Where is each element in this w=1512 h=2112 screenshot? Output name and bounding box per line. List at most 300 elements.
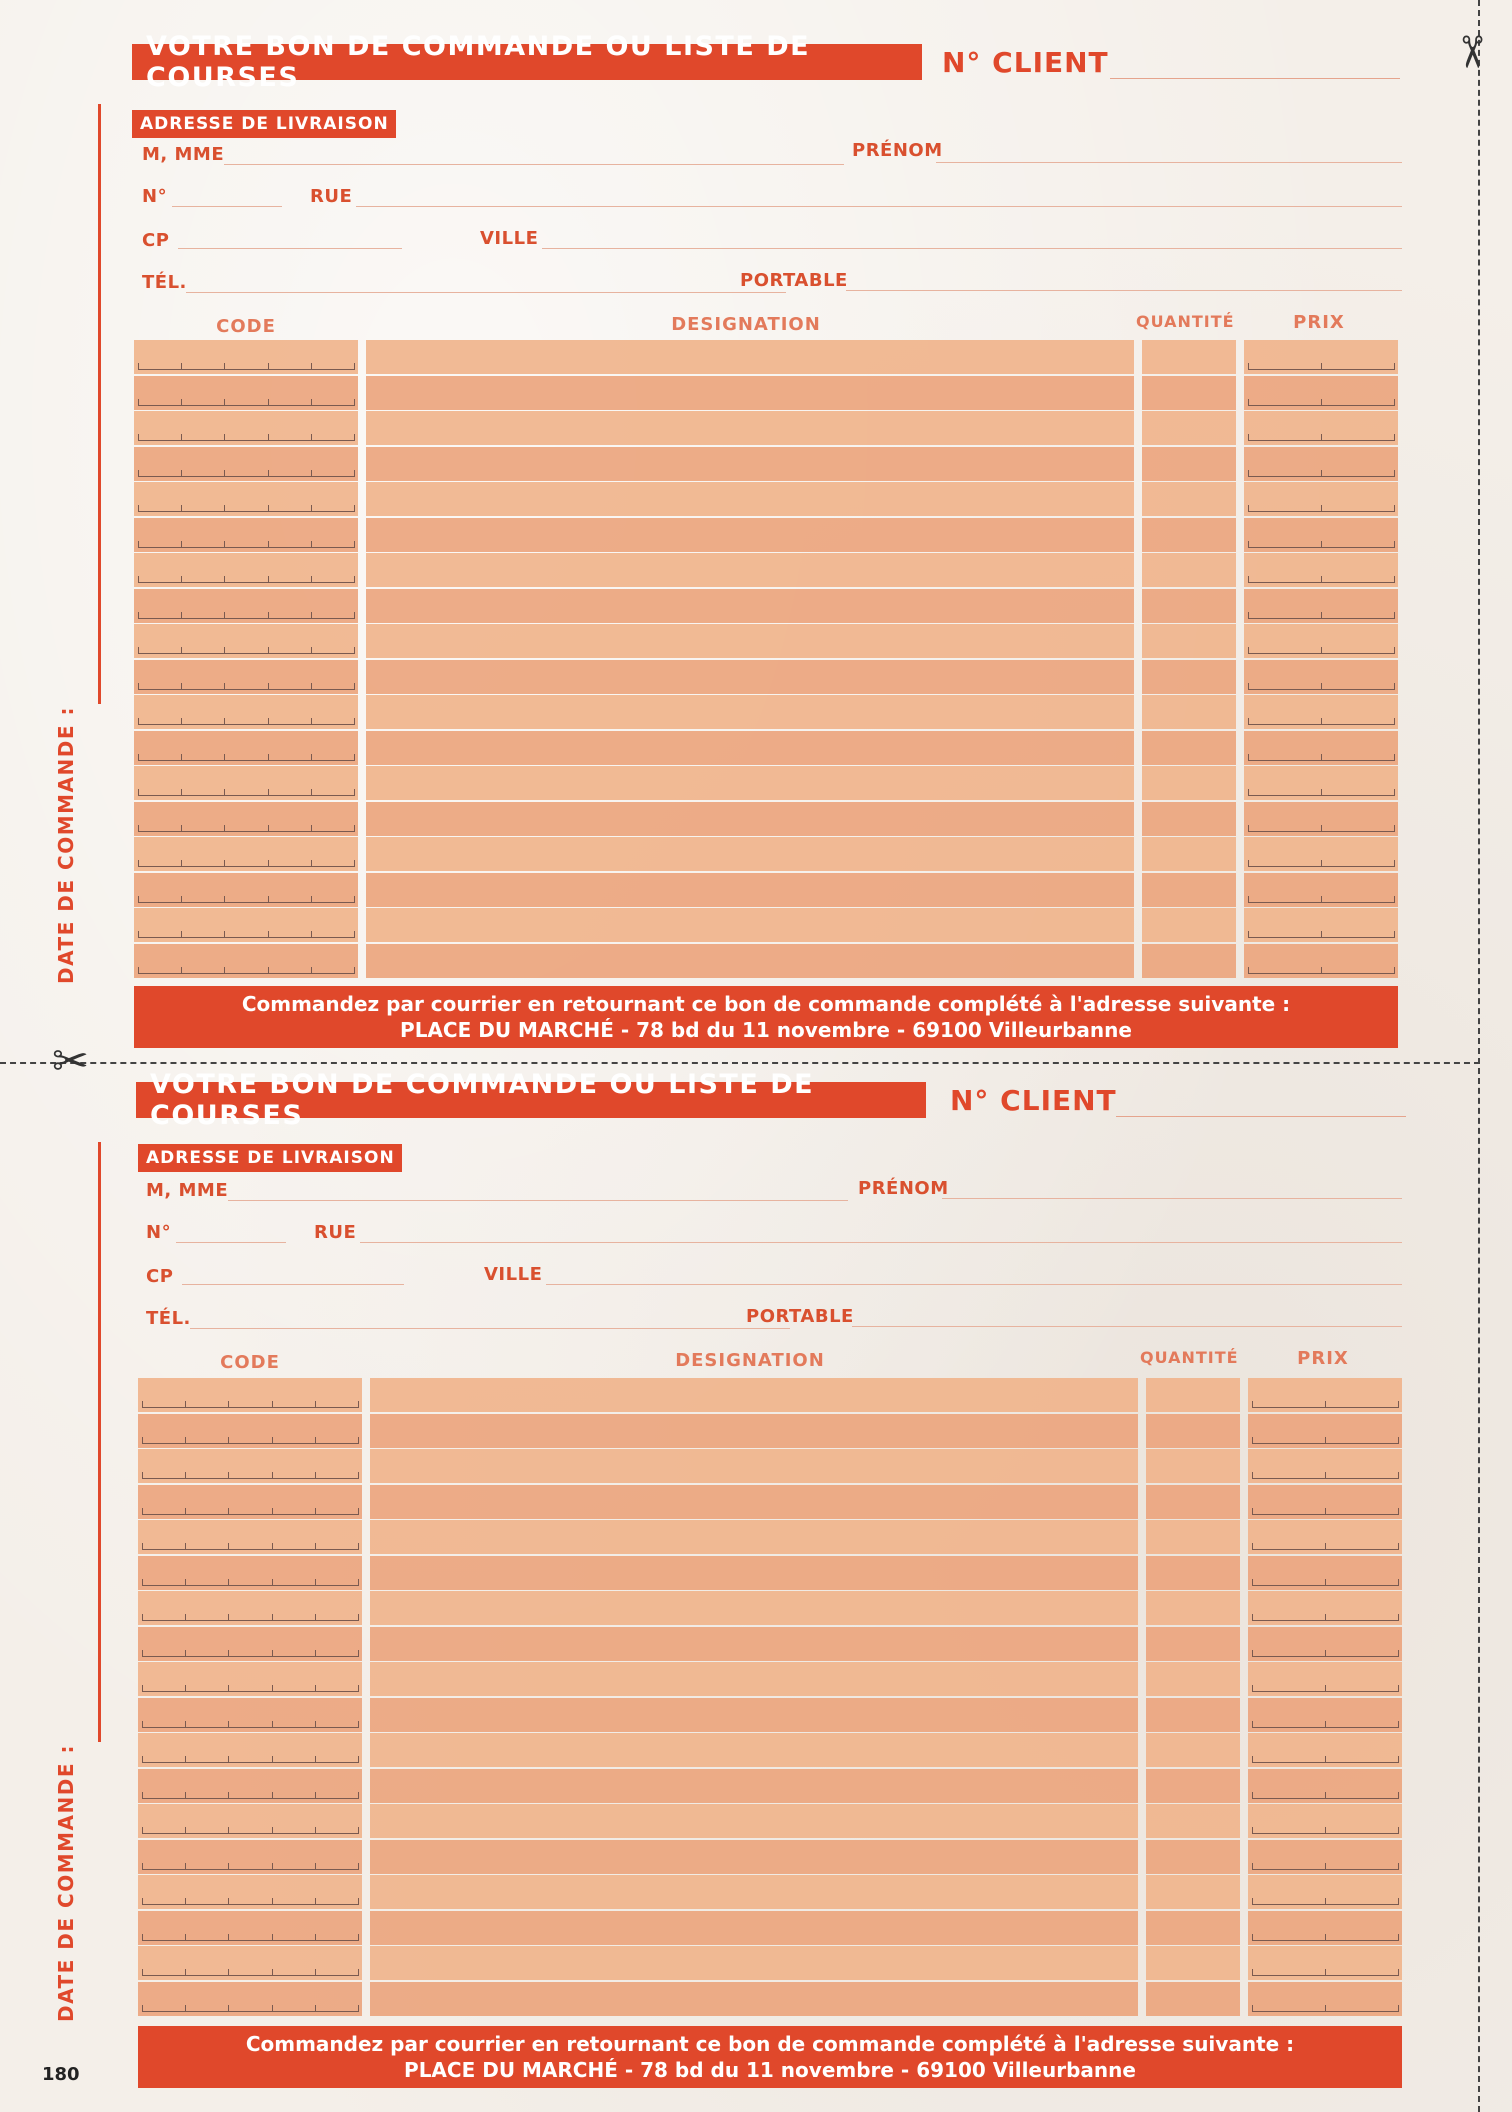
footer-banner — [134, 986, 1398, 1048]
code-tick-guide — [134, 802, 358, 836]
code-tick-guide — [138, 1911, 362, 1945]
vertical-cut-line — [1478, 0, 1480, 2112]
tick-mark — [354, 541, 355, 548]
client-number-field[interactable] — [1110, 78, 1400, 79]
tick-mark — [224, 434, 225, 441]
tick-mark — [354, 612, 355, 619]
tick-mark — [311, 896, 312, 903]
table-cell[interactable] — [1146, 1769, 1240, 1803]
table-cell[interactable] — [370, 1449, 1138, 1483]
phone-field[interactable] — [190, 1328, 790, 1329]
tick-mark — [1252, 1827, 1253, 1834]
price-tick-guide — [1244, 340, 1398, 374]
tick-mark — [224, 576, 225, 583]
table-cell[interactable] — [366, 873, 1134, 907]
footer-banner — [138, 2026, 1402, 2088]
tick-mark — [185, 1756, 186, 1763]
tick-mark — [185, 1792, 186, 1799]
tick-mark — [138, 718, 139, 725]
code-tick-guide — [134, 447, 358, 481]
code-tick-guide — [138, 1946, 362, 1980]
price-tick-guide — [1248, 1591, 1402, 1625]
table-cell[interactable] — [370, 1875, 1138, 1909]
price-tick-guide — [1244, 660, 1398, 694]
tick-mark — [1248, 718, 1249, 725]
table-cell[interactable] — [370, 1520, 1138, 1554]
tick-mark — [1394, 505, 1395, 512]
tick-baseline — [138, 689, 354, 690]
tick-mark — [1394, 718, 1395, 725]
tick-mark — [354, 967, 355, 974]
tick-mark — [1398, 1756, 1399, 1763]
table-cell[interactable] — [370, 1733, 1138, 1767]
tick-mark — [228, 1614, 229, 1621]
phone-label: TÉL. — [146, 1308, 191, 1329]
tick-mark — [138, 825, 139, 832]
date-bar — [98, 1142, 101, 1742]
table-cell[interactable] — [366, 340, 1134, 374]
tick-mark — [181, 967, 182, 974]
mobile-field[interactable] — [846, 290, 1402, 291]
tick-mark — [354, 505, 355, 512]
price-tick-guide — [1248, 1769, 1402, 1803]
order-date-label: DATE DE COMMANDE : — [54, 706, 78, 984]
tick-mark — [268, 718, 269, 725]
tick-mark — [224, 612, 225, 619]
table-cell[interactable] — [366, 376, 1134, 410]
table-cell[interactable] — [370, 1556, 1138, 1590]
client-number-label: N° CLIENT — [942, 45, 1109, 79]
tick-mark — [1325, 1934, 1326, 1941]
first-name-field[interactable] — [942, 1198, 1402, 1199]
tick-mark — [142, 1685, 143, 1692]
tick-mark — [311, 825, 312, 832]
tick-mark — [1325, 1437, 1326, 1444]
table-cell[interactable] — [1146, 1591, 1240, 1625]
tick-mark — [138, 470, 139, 477]
table-cell[interactable] — [370, 1946, 1138, 1980]
tick-mark — [228, 1650, 229, 1657]
street-field[interactable] — [360, 1242, 1402, 1243]
footer-address: PLACE DU MARCHÉ - 78 bd du 11 novembre - 69100 Villeurbanne — [400, 1018, 1132, 1042]
city-field[interactable] — [542, 248, 1402, 249]
tick-mark — [1325, 1614, 1326, 1621]
price-tick-guide — [1248, 1946, 1402, 1980]
street-field[interactable] — [356, 206, 1402, 207]
table-cell[interactable] — [1142, 766, 1236, 800]
tick-mark — [1325, 1650, 1326, 1657]
tick-mark — [181, 896, 182, 903]
tick-mark — [181, 434, 182, 441]
postcode-field[interactable] — [182, 1284, 404, 1285]
scissors-icon: ✂ — [52, 1036, 89, 1087]
tick-mark — [1394, 434, 1395, 441]
tick-mark — [142, 1472, 143, 1479]
table-cell[interactable] — [1146, 1982, 1240, 2016]
table-cell[interactable] — [366, 695, 1134, 729]
tick-mark — [1252, 1508, 1253, 1515]
tick-mark — [272, 1863, 273, 1870]
table-cell[interactable] — [370, 1378, 1138, 1412]
tick-mark — [358, 2005, 359, 2012]
table-cell[interactable] — [1146, 1627, 1240, 1661]
tick-mark — [181, 683, 182, 690]
table-cell[interactable] — [1146, 1449, 1240, 1483]
tick-mark — [1252, 1756, 1253, 1763]
tick-baseline — [138, 582, 354, 583]
tick-mark — [228, 1543, 229, 1550]
tick-mark — [1321, 541, 1322, 548]
price-tick-guide — [1248, 1840, 1402, 1874]
code-tick-guide — [138, 1556, 362, 1590]
tick-mark — [315, 2005, 316, 2012]
table-cell[interactable] — [366, 731, 1134, 765]
tick-mark — [1321, 718, 1322, 725]
order-table — [138, 1378, 1402, 2018]
tick-mark — [272, 1508, 273, 1515]
table-cell[interactable] — [1142, 376, 1236, 410]
table-cell[interactable] — [370, 1804, 1138, 1838]
table-cell[interactable] — [366, 660, 1134, 694]
table-cell[interactable] — [1142, 802, 1236, 836]
delivery-address-header: ADRESSE DE LIVRAISON — [138, 1144, 402, 1172]
tick-mark — [185, 1579, 186, 1586]
tick-mark — [142, 1863, 143, 1870]
table-cell[interactable] — [370, 1627, 1138, 1661]
tick-mark — [1325, 1472, 1326, 1479]
tick-mark — [1321, 825, 1322, 832]
tick-mark — [268, 647, 269, 654]
city-field[interactable] — [546, 1284, 1402, 1285]
footer-instructions: Commandez par courrier en retournant ce bon de commande complété à l'adresse suivante : — [241, 992, 1291, 1016]
tick-mark — [358, 1898, 359, 1905]
tick-mark — [311, 718, 312, 725]
tick-mark — [1321, 470, 1322, 477]
code-tick-guide — [138, 1804, 362, 1838]
price-tick-guide — [1244, 518, 1398, 552]
tick-mark — [311, 470, 312, 477]
price-tick-guide — [1244, 766, 1398, 800]
tick-mark — [228, 1579, 229, 1586]
table-cell[interactable] — [366, 802, 1134, 836]
table-cell[interactable] — [1142, 837, 1236, 871]
tick-mark — [268, 860, 269, 867]
street-number-field[interactable] — [172, 206, 282, 207]
price-tick-guide — [1248, 1378, 1402, 1412]
table-cell[interactable] — [1146, 1520, 1240, 1554]
table-cell[interactable] — [370, 1414, 1138, 1448]
tick-mark — [358, 1650, 359, 1657]
tick-mark — [1321, 789, 1322, 796]
tick-mark — [268, 470, 269, 477]
tick-mark — [181, 931, 182, 938]
tick-mark — [1325, 1685, 1326, 1692]
table-cell[interactable] — [366, 482, 1134, 516]
tick-mark — [228, 1437, 229, 1444]
tick-mark — [185, 2005, 186, 2012]
tick-mark — [311, 931, 312, 938]
price-tick-guide — [1248, 1911, 1402, 1945]
civility-field[interactable] — [228, 1200, 848, 1201]
tick-mark — [224, 825, 225, 832]
tick-mark — [358, 1579, 359, 1586]
table-cell[interactable] — [1142, 447, 1236, 481]
tick-mark — [181, 860, 182, 867]
table-cell[interactable] — [1146, 1804, 1240, 1838]
tick-mark — [224, 860, 225, 867]
code-tick-guide — [134, 411, 358, 445]
tick-baseline — [138, 724, 354, 725]
code-tick-guide — [138, 1769, 362, 1803]
tick-mark — [138, 541, 139, 548]
table-cell[interactable] — [1146, 1485, 1240, 1519]
tick-mark — [358, 1969, 359, 1976]
tick-mark — [224, 967, 225, 974]
table-cell[interactable] — [370, 1662, 1138, 1696]
tick-mark — [1248, 541, 1249, 548]
tick-mark — [354, 363, 355, 370]
first-name-field[interactable] — [936, 162, 1402, 163]
tick-mark — [1248, 967, 1249, 974]
tick-baseline — [138, 902, 354, 903]
tick-mark — [1248, 576, 1249, 583]
tick-mark — [228, 2005, 229, 2012]
tick-mark — [358, 1472, 359, 1479]
tick-mark — [138, 434, 139, 441]
tick-mark — [358, 1863, 359, 1870]
table-cell[interactable] — [1142, 908, 1236, 942]
table-cell[interactable] — [366, 447, 1134, 481]
tick-mark — [311, 612, 312, 619]
tick-mark — [311, 860, 312, 867]
tick-mark — [185, 1437, 186, 1444]
code-tick-guide — [134, 766, 358, 800]
table-cell[interactable] — [1142, 731, 1236, 765]
tick-baseline — [142, 1727, 358, 1728]
tick-mark — [354, 860, 355, 867]
table-cell[interactable] — [1146, 1733, 1240, 1767]
form-title: VOTRE BON DE COMMANDE OU LISTE DE COURSES — [136, 1082, 926, 1118]
tick-mark — [138, 931, 139, 938]
tick-mark — [268, 363, 269, 370]
tick-mark — [311, 683, 312, 690]
tick-mark — [1398, 1543, 1399, 1550]
tick-mark — [185, 1721, 186, 1728]
phone-field[interactable] — [186, 292, 786, 293]
tick-mark — [1398, 1437, 1399, 1444]
table-cell[interactable] — [1146, 1414, 1240, 1448]
mobile-label: PORTABLE — [740, 270, 848, 291]
table-cell[interactable] — [1142, 411, 1236, 445]
table-cell[interactable] — [366, 518, 1134, 552]
tick-mark — [1325, 1792, 1326, 1799]
tick-mark — [1321, 860, 1322, 867]
tick-mark — [358, 1721, 359, 1728]
table-cell[interactable] — [366, 837, 1134, 871]
price-tick-guide — [1244, 447, 1398, 481]
tick-mark — [1325, 2005, 1326, 2012]
tick-mark — [1252, 1898, 1253, 1905]
tick-mark — [1398, 1401, 1399, 1408]
civility-field[interactable] — [224, 164, 844, 165]
postcode-field[interactable] — [178, 248, 402, 249]
tick-mark — [1325, 1756, 1326, 1763]
street-label: RUE — [314, 1222, 357, 1243]
tick-mark — [268, 754, 269, 761]
tick-mark — [228, 1685, 229, 1692]
column-header-code: CODE — [216, 316, 276, 337]
table-cell[interactable] — [1146, 1840, 1240, 1874]
table-cell[interactable] — [1146, 1556, 1240, 1590]
table-cell[interactable] — [366, 411, 1134, 445]
column-header-code: CODE — [220, 1352, 280, 1373]
tick-mark — [358, 1792, 359, 1799]
tick-mark — [224, 647, 225, 654]
code-tick-guide — [134, 340, 358, 374]
price-tick-guide — [1244, 837, 1398, 871]
tick-mark — [138, 789, 139, 796]
tick-mark — [1398, 1508, 1399, 1515]
tick-mark — [1325, 1721, 1326, 1728]
tick-mark — [138, 363, 139, 370]
tick-mark — [272, 1934, 273, 1941]
code-tick-guide — [134, 695, 358, 729]
tick-mark — [268, 434, 269, 441]
tick-mark — [1398, 1650, 1399, 1657]
table-cell[interactable] — [1142, 624, 1236, 658]
tick-mark — [358, 1685, 359, 1692]
table-cell[interactable] — [366, 944, 1134, 978]
price-tick-guide — [1248, 1662, 1402, 1696]
table-cell[interactable] — [1142, 518, 1236, 552]
tick-mark — [228, 1401, 229, 1408]
table-cell[interactable] — [1146, 1378, 1240, 1412]
tick-mark — [1248, 825, 1249, 832]
table-cell[interactable] — [370, 1698, 1138, 1732]
table-cell[interactable] — [1146, 1662, 1240, 1696]
table-cell[interactable] — [370, 1485, 1138, 1519]
code-tick-guide — [134, 589, 358, 623]
price-tick-guide — [1248, 1982, 1402, 2016]
tick-mark — [1252, 1863, 1253, 1870]
table-cell[interactable] — [1146, 1911, 1240, 1945]
tick-mark — [185, 1898, 186, 1905]
tick-mark — [315, 1543, 316, 1550]
tick-mark — [268, 576, 269, 583]
tick-mark — [358, 1437, 359, 1444]
tick-mark — [315, 1685, 316, 1692]
table-cell[interactable] — [1142, 589, 1236, 623]
tick-mark — [1248, 931, 1249, 938]
tick-baseline — [138, 866, 354, 867]
table-cell[interactable] — [1142, 695, 1236, 729]
code-tick-guide — [134, 518, 358, 552]
table-cell[interactable] — [1146, 1875, 1240, 1909]
tick-mark — [315, 1863, 316, 1870]
tick-mark — [311, 363, 312, 370]
table-cell[interactable] — [370, 1769, 1138, 1803]
tick-mark — [1321, 931, 1322, 938]
table-cell[interactable] — [366, 589, 1134, 623]
table-cell[interactable] — [370, 1840, 1138, 1874]
table-cell[interactable] — [1142, 340, 1236, 374]
table-cell[interactable] — [366, 553, 1134, 587]
tick-mark — [228, 1508, 229, 1515]
tick-mark — [1248, 896, 1249, 903]
tick-mark — [181, 541, 182, 548]
client-number-field[interactable] — [1116, 1116, 1406, 1117]
code-tick-guide — [138, 1662, 362, 1696]
price-tick-guide — [1248, 1875, 1402, 1909]
tick-mark — [1398, 1934, 1399, 1941]
tick-mark — [354, 754, 355, 761]
tick-mark — [1321, 683, 1322, 690]
table-cell[interactable] — [366, 908, 1134, 942]
table-cell[interactable] — [1142, 944, 1236, 978]
table-cell[interactable] — [370, 1591, 1138, 1625]
code-column — [134, 340, 358, 980]
tick-mark — [181, 505, 182, 512]
tick-mark — [311, 789, 312, 796]
table-cell[interactable] — [1146, 1946, 1240, 1980]
price-tick-guide — [1248, 1698, 1402, 1732]
tick-baseline — [138, 795, 354, 796]
tick-baseline — [142, 1691, 358, 1692]
tick-mark — [1321, 967, 1322, 974]
table-cell[interactable] — [370, 1982, 1138, 2016]
mobile-field[interactable] — [852, 1326, 1402, 1327]
quantity-column — [1146, 1378, 1240, 2018]
street-number-field[interactable] — [176, 1242, 286, 1243]
table-cell[interactable] — [1142, 873, 1236, 907]
tick-baseline — [142, 1478, 358, 1479]
table-cell[interactable] — [1142, 482, 1236, 516]
tick-mark — [268, 399, 269, 406]
tick-mark — [224, 470, 225, 477]
code-tick-guide — [138, 1378, 362, 1412]
code-tick-guide — [138, 1627, 362, 1661]
price-tick-guide — [1244, 553, 1398, 587]
tick-mark — [185, 1401, 186, 1408]
table-cell[interactable] — [366, 624, 1134, 658]
table-cell[interactable] — [1142, 553, 1236, 587]
tick-mark — [315, 1614, 316, 1621]
tick-mark — [1321, 647, 1322, 654]
table-cell[interactable] — [1142, 660, 1236, 694]
price-tick-guide — [1248, 1804, 1402, 1838]
tick-mark — [311, 434, 312, 441]
tick-mark — [272, 1614, 273, 1621]
horizontal-cut-line — [0, 1062, 1480, 1064]
tick-mark — [1248, 683, 1249, 690]
tick-mark — [315, 1508, 316, 1515]
table-cell[interactable] — [370, 1911, 1138, 1945]
tick-mark — [1398, 1792, 1399, 1799]
table-cell[interactable] — [1146, 1698, 1240, 1732]
tick-mark — [268, 896, 269, 903]
tick-mark — [268, 541, 269, 548]
code-tick-guide — [138, 1982, 362, 2016]
table-cell[interactable] — [366, 766, 1134, 800]
tick-mark — [311, 505, 312, 512]
tick-mark — [315, 1579, 316, 1586]
tick-mark — [185, 1508, 186, 1515]
price-tick-guide — [1244, 731, 1398, 765]
tick-mark — [138, 647, 139, 654]
tick-mark — [1252, 1934, 1253, 1941]
tick-baseline — [142, 1407, 358, 1408]
tick-mark — [228, 1863, 229, 1870]
